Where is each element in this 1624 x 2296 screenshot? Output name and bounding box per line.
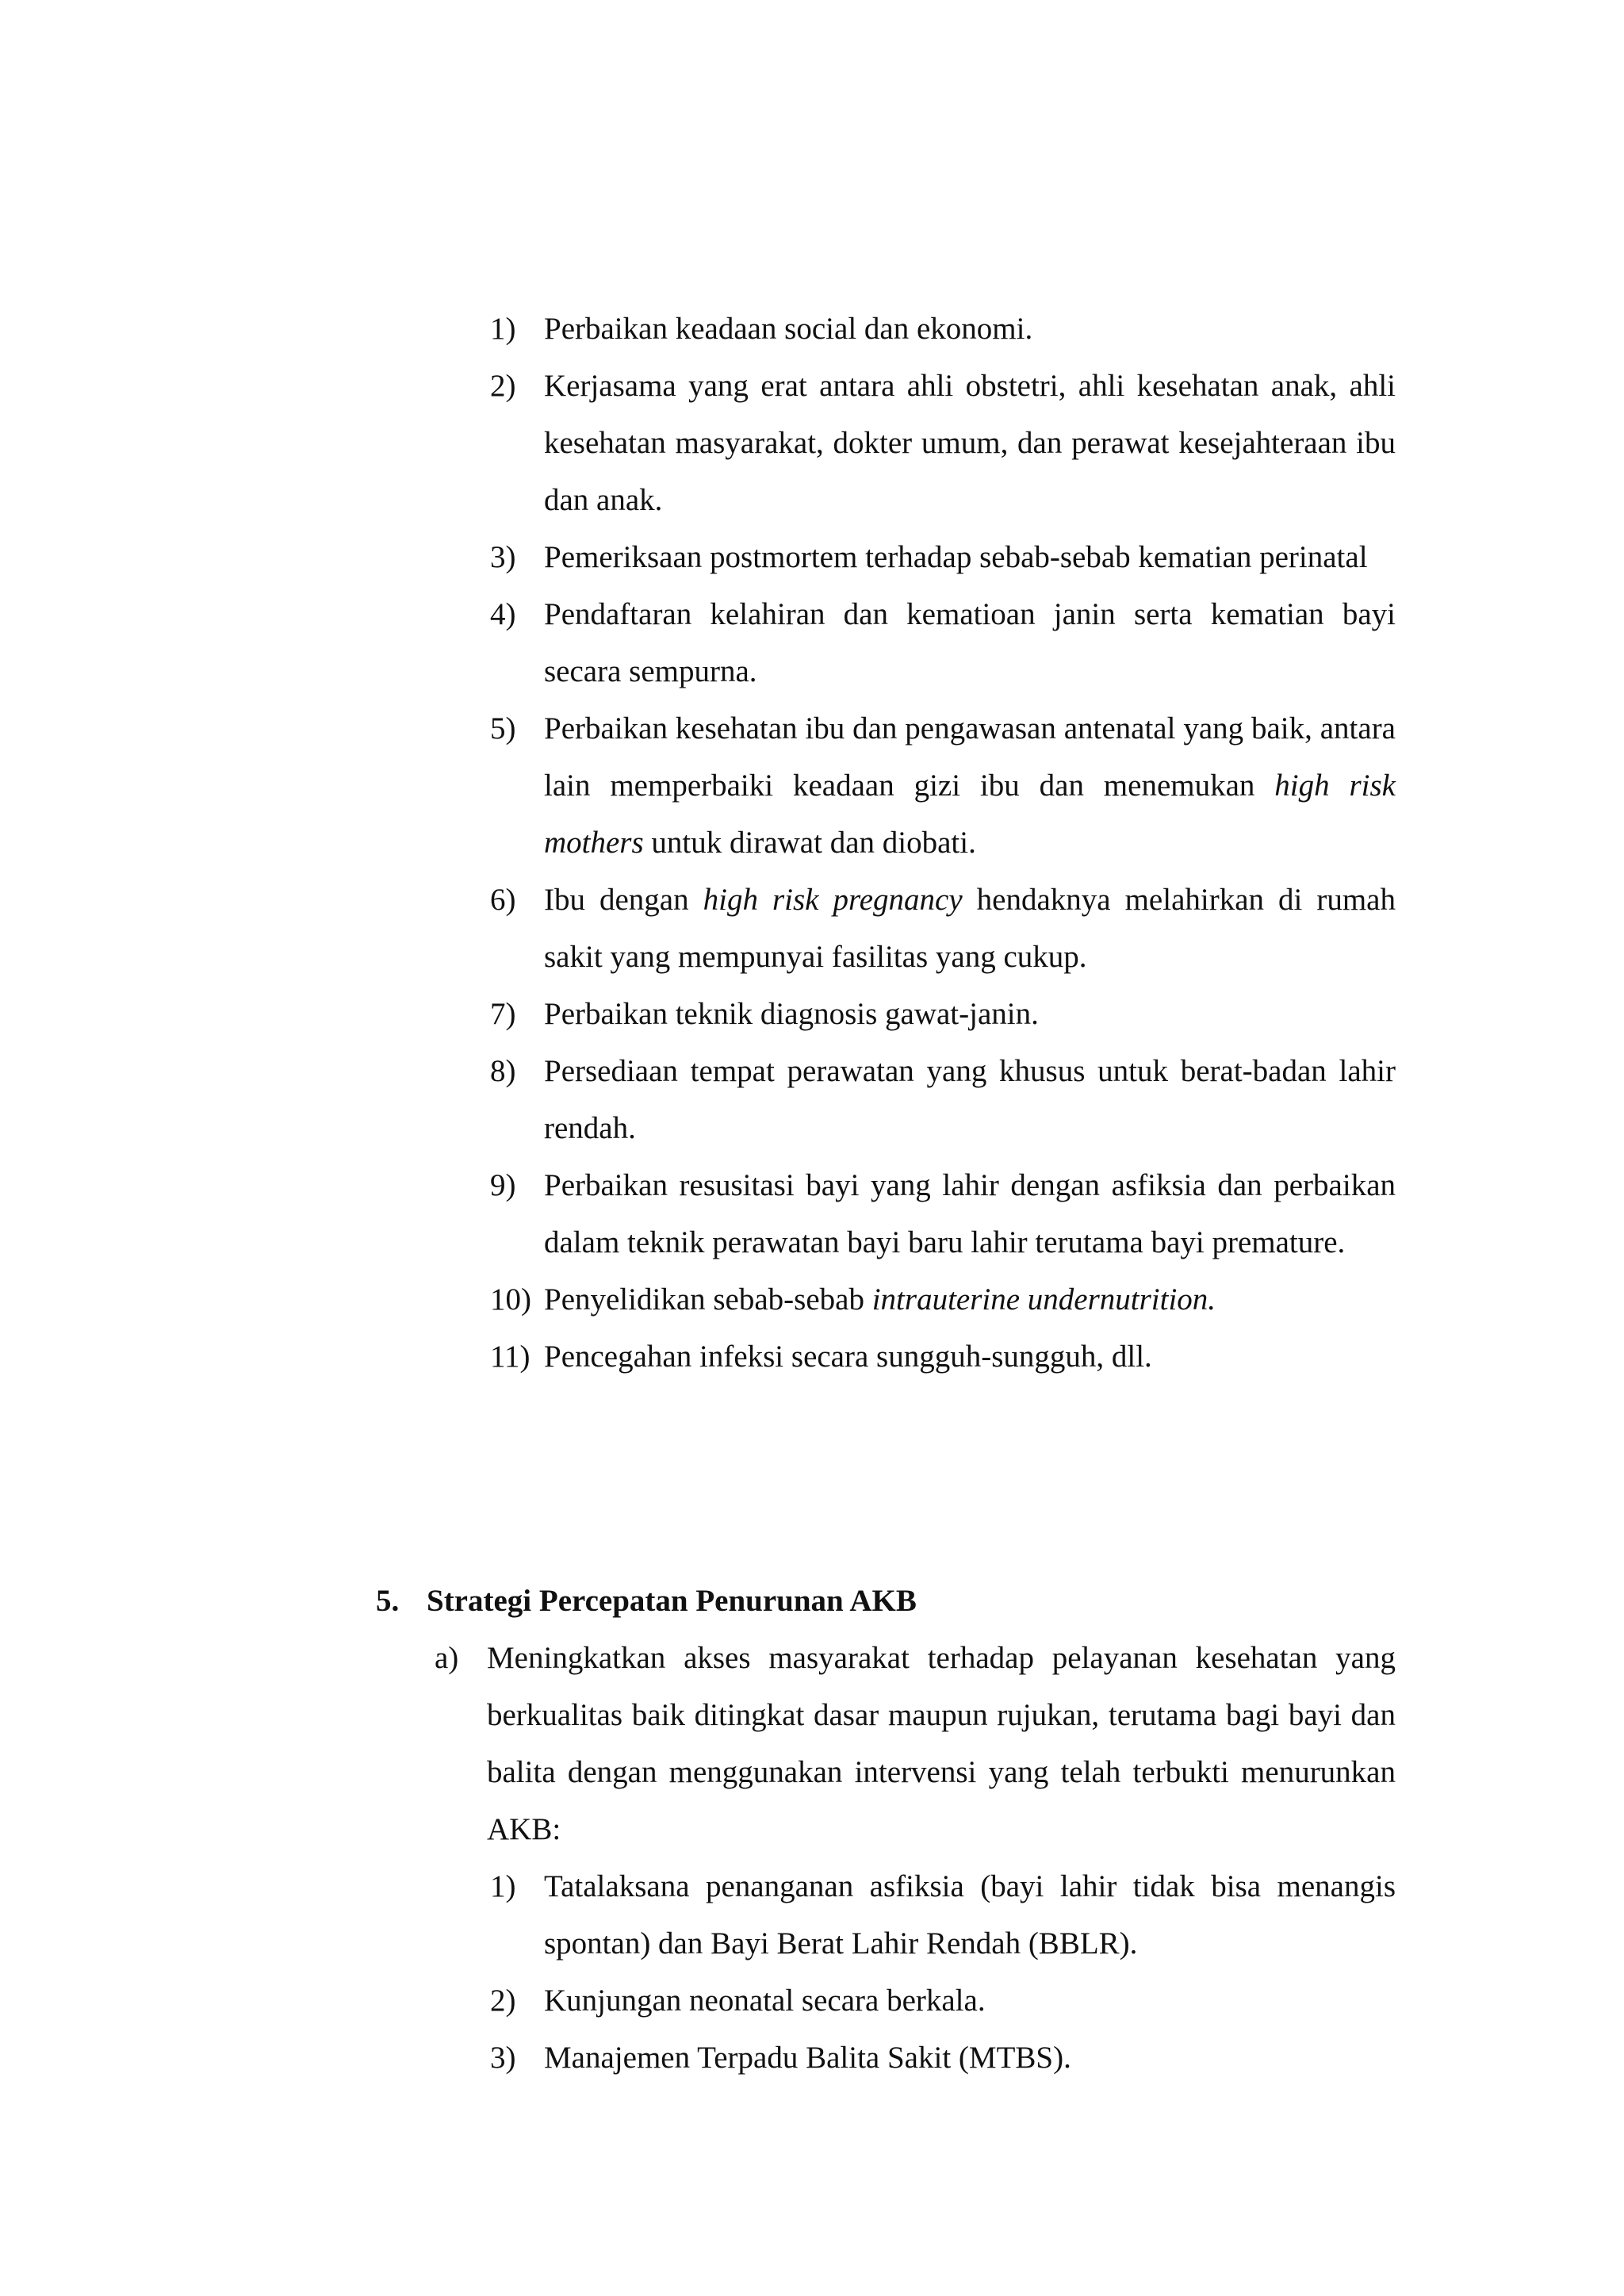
item-number: 2) [490, 369, 516, 403]
list-item [490, 872, 1396, 986]
item-text: Pendaftaran kelahiran dan kematioan janin serta kematian bayi secara sempurna. [544, 597, 1396, 688]
section-strategy [376, 1573, 1396, 2087]
list-item [490, 301, 1396, 358]
list-item [490, 358, 1396, 529]
section-number: 5. [376, 1584, 400, 1618]
item-number: 3) [490, 540, 516, 574]
subsection-a [376, 1630, 1396, 1858]
list-item [490, 1972, 1396, 2030]
item-text: Manajemen Terpadu Balita Sakit (MTBS). [544, 2041, 1071, 2075]
item-text: Tatalaksana penanganan asfiksia (bayi lahir tidak bisa menangis spontan) dan Bayi Berat Lahir Rendah (BBLR). [544, 1869, 1396, 1961]
item-text-italic: high risk pregnancy [703, 883, 963, 917]
item-text: Kerjasama yang erat antara ahli obstetri, ahli kesehatan anak, ahli kesehatan masyarakat, dokter umum, dan perawat kesejahteraan ibu dan anak. [544, 369, 1396, 517]
item-text-italic: intrauterine undernutrition. [871, 1282, 1216, 1317]
list-item [490, 2030, 1396, 2087]
item-text: Pencegahan infeksi secara sungguh-sungguh, dll. [544, 1340, 1152, 1374]
item-number: 5) [490, 711, 516, 746]
section-heading [376, 1573, 1396, 1630]
item-text: Kunjungan neonatal secara berkala. [544, 1984, 986, 2018]
item-text: Perbaikan keadaan social dan ekonomi. [544, 312, 1033, 346]
item-number: 1) [490, 312, 516, 346]
akb-intervention-list [376, 1858, 1396, 2087]
list-item [490, 1271, 1396, 1328]
item-number: 11) [490, 1340, 530, 1374]
item-text: hendaknya melahirkan di rumah sakit yang mempunyai fasilitas yang cukup. [544, 883, 1396, 974]
item-number: 10) [490, 1282, 531, 1317]
item-number: 1) [490, 1869, 516, 1903]
item-text: Perbaikan kesehatan ibu dan pengawasan antenatal yang baik, antara lain memperbaiki keadaan gizi ibu dan menemukan [544, 711, 1396, 803]
item-text: untuk dirawat dan diobati. [643, 826, 976, 860]
item-number: 4) [490, 597, 516, 631]
item-text: Perbaikan teknik diagnosis gawat-janin. [544, 997, 1039, 1031]
list-item [490, 1043, 1396, 1157]
item-number: 9) [490, 1168, 516, 1202]
item-number: 8) [490, 1054, 516, 1088]
list-item [490, 586, 1396, 700]
item-text: Ibu dengan [544, 883, 703, 917]
list-item [490, 1858, 1396, 1972]
list-item [490, 1328, 1396, 1386]
item-text: Persediaan tempat perawatan yang khusus untuk berat-badan lahir rendah. [544, 1054, 1396, 1145]
perinatal-measures-list [490, 301, 1396, 1386]
item-number: 6) [490, 883, 516, 917]
item-number: 7) [490, 997, 516, 1031]
item-number: 3) [490, 2041, 516, 2075]
section-title: Strategi Percepatan Penurunan AKB [427, 1584, 917, 1618]
item-text: Pemeriksaan postmortem terhadap sebab-sebab kematian perinatal [544, 540, 1368, 574]
item-text: Perbaikan resusitasi bayi yang lahir dengan asfiksia dan perbaikan dalam teknik perawatan bayi baru lahir terutama bayi premature. [544, 1168, 1396, 1259]
list-item [490, 986, 1396, 1043]
subsection-text: Meningkatkan akses masyarakat terhadap pelayanan kesehatan yang berkualitas baik ditingkat dasar maupun rujukan, terutama bagi bayi dan balita dengan menggunakan intervensi yang telah terbukti menurunkan AKB: [487, 1641, 1396, 1846]
subsection-letter: a) [435, 1641, 459, 1675]
list-item [490, 529, 1396, 586]
list-item [490, 1157, 1396, 1271]
list-item [490, 700, 1396, 872]
item-text: Penyelidikan sebab-sebab [544, 1282, 872, 1317]
item-number: 2) [490, 1984, 516, 2018]
item-text-italic: high risk mothers [544, 769, 1396, 860]
